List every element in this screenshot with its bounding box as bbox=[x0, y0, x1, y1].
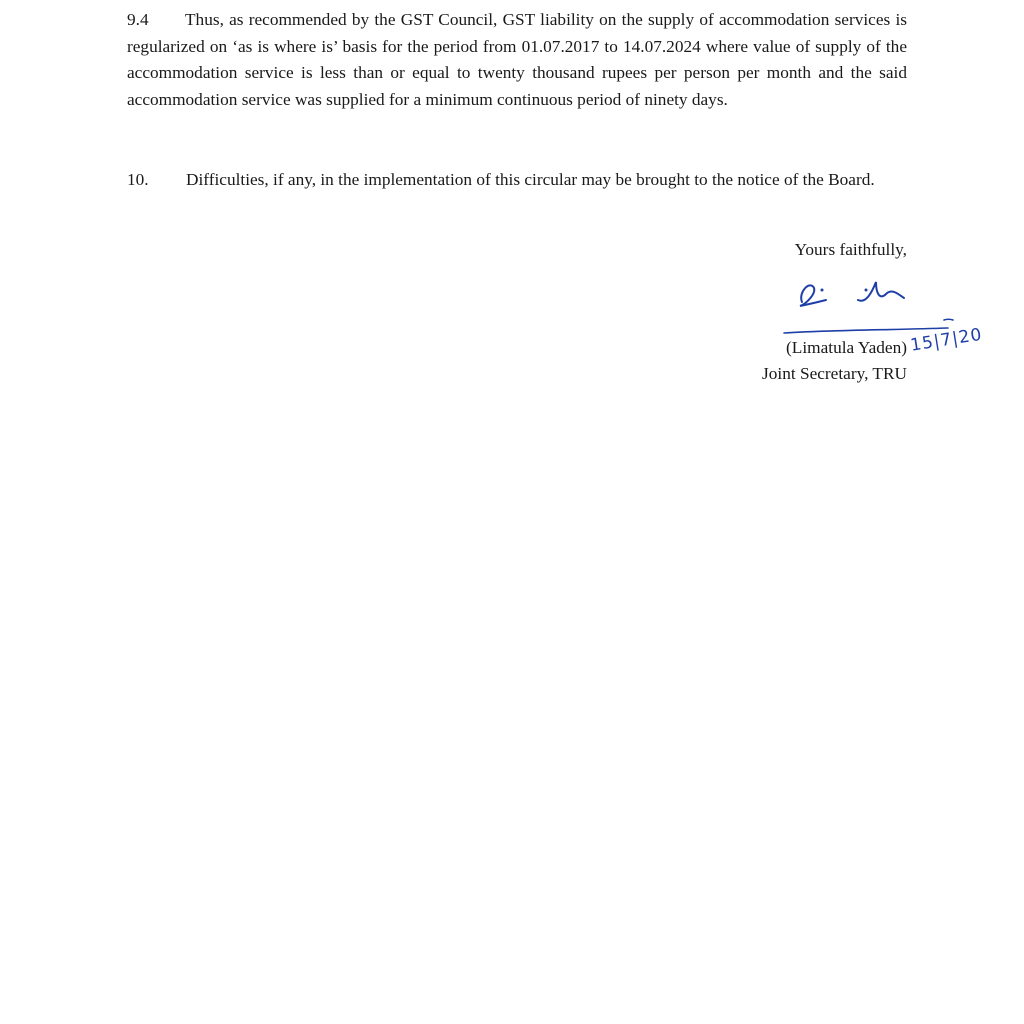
paragraph-text: Thus, as recommended by the GST Council, GST liability on the supply of accommodation services is regularized on ‘as is where is’ basis for the period from 01.07.2017 to 14.07.2024 where value of supply of the accommodation service is less than or equal to twenty thousand rupees per person per month and the said accommodation service was supplied for a minimum continuous period of ninety days. bbox=[127, 10, 907, 109]
paragraph-text: Difficulties, if any, in the implementation of this circular may be brought to the notice of the Board. bbox=[186, 170, 875, 189]
handwritten-signature bbox=[770, 270, 970, 340]
signatory-title: Joint Secretary, TRU bbox=[762, 364, 907, 383]
handwritten-date: 15|7|20 bbox=[909, 324, 984, 356]
signatory-name: (Limatula Yaden) bbox=[786, 338, 907, 357]
closing-salutation: Yours faithfully, bbox=[794, 240, 907, 259]
paragraph-number: 10. bbox=[127, 170, 149, 189]
paragraph-number: 9.4 bbox=[127, 10, 149, 29]
paragraph-9-4 bbox=[127, 7, 907, 113]
paragraph-10 bbox=[127, 167, 907, 194]
